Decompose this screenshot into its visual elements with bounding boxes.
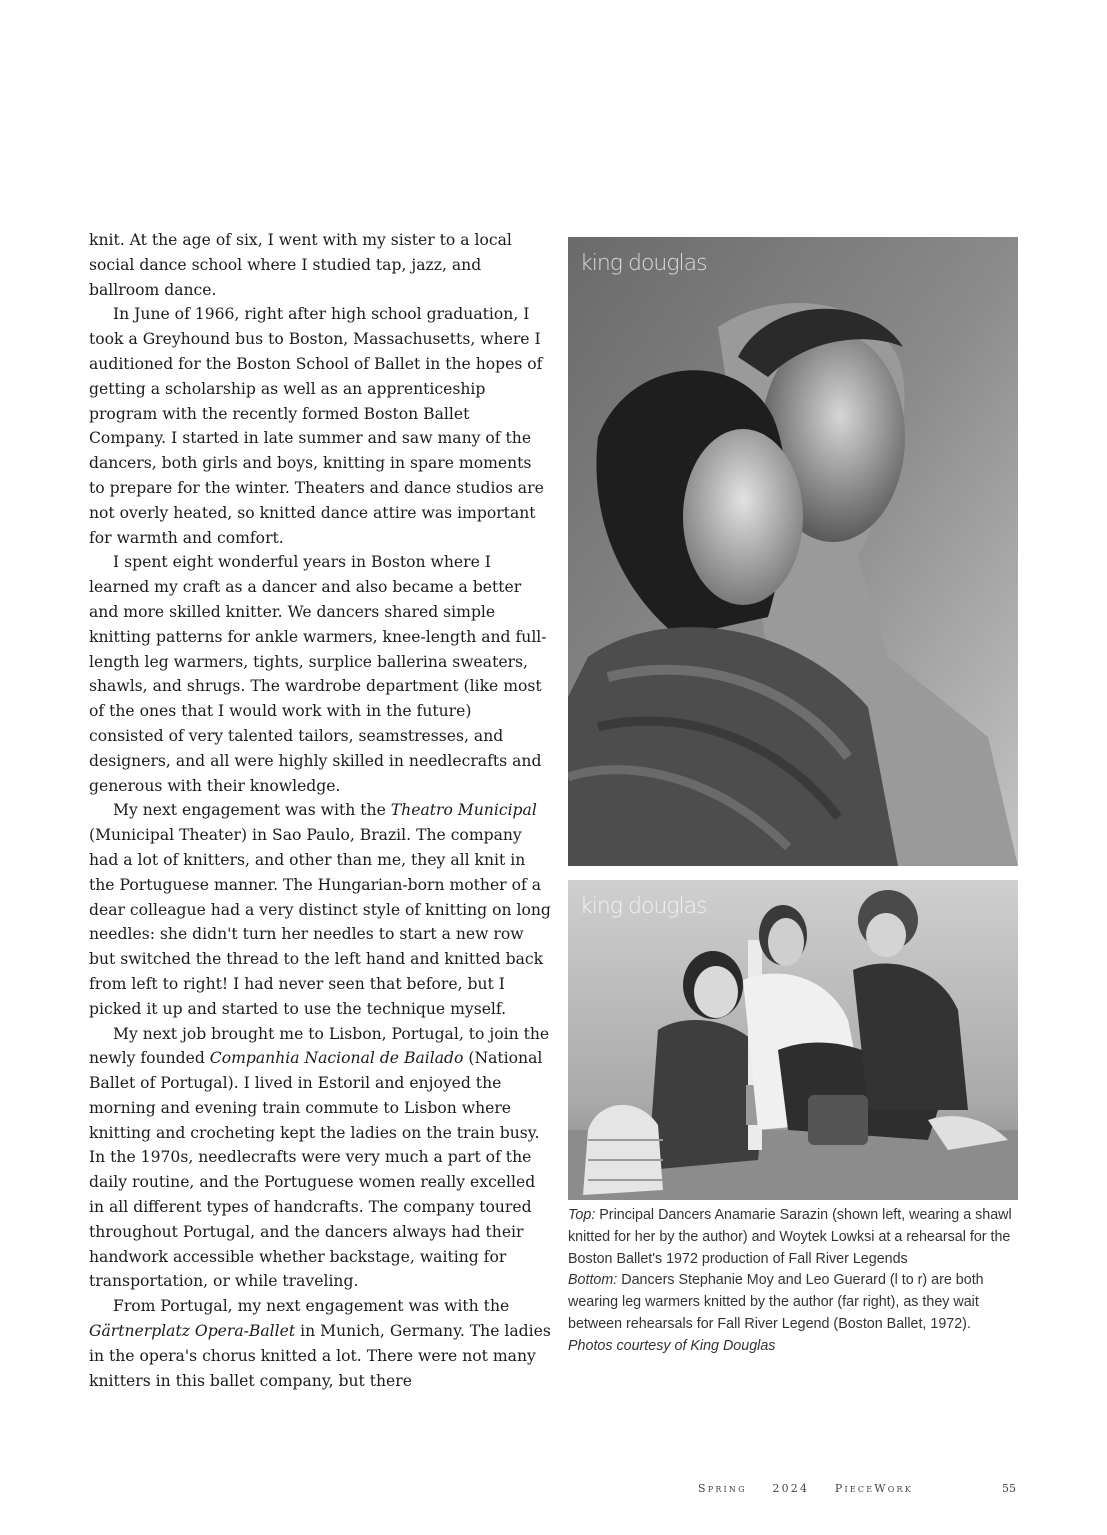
photographer-watermark: king douglas — [580, 894, 707, 919]
running-footer — [698, 1482, 933, 1495]
caption-top-lead: Top: — [568, 1207, 596, 1223]
paragraph-1: knit. At the age of six, I went with my sister to a local social dance school where I studied tap, jazz, and ballroom dance. — [89, 231, 512, 299]
article-body — [89, 228, 551, 1393]
photo-caption — [568, 1205, 1023, 1358]
caption-bottom-text: Dancers Stephanie Moy and Leo Guerard (l to r) are both wearing leg warmers knitted by the author (far right), as they wait between rehearsals for Fall River Legend (Boston Ballet, 1972). — [568, 1272, 984, 1332]
footer-year: 2024 — [772, 1482, 810, 1495]
caption-top — [568, 1205, 1023, 1270]
caption-bottom-lead: Bottom: — [568, 1272, 618, 1289]
paragraph-4: My next engagement was with the Theatro Municipal (Municipal Theater) in Sao Paulo, Brazil. The company had a lot of knitters, and other than me, they all knit in the Portuguese manner. The Hungarian-born mother of a dear colleague had a very distinct style of knitting on long needles: she didn't turn her needles to start a new row but switched the thread to the left hand and knitted back from left to right! I had never seen that before, but I picked it up and started to use the technique myself. — [89, 801, 551, 1018]
company-name: Gärtnerplatz Opera-Ballet — [89, 1322, 296, 1341]
paragraph-5: My next job brought me to Lisbon, Portugal, to join the newly founded Companhia Nacional de Bailado (National Ballet of Portugal). I lived in Estoril and enjoyed the morning and evening train commute to Lisbon where knitting and crocheting kept the ladies on the train busy. In the 1970s, needlecrafts were very much a part of the daily routine, and the Portuguese women really excelled in all different types of handcrafts. The company toured throughout Portugal, and the dancers always had their handwork accessible whether backstage, waiting for transportation, or while traveling. — [89, 1024, 550, 1291]
photographer-watermark: king douglas — [580, 251, 707, 276]
photo-bottom-image — [568, 880, 1018, 1200]
page-number: 55 — [1002, 1482, 1016, 1495]
photo-bottom-dancers — [568, 880, 1018, 1200]
footer-season: Spring — [698, 1482, 747, 1495]
photo-top-dancers — [568, 237, 1018, 866]
photo-top-image — [568, 237, 1018, 866]
paragraph-3: I spent eight wonderful years in Boston where I learned my craft as a dancer and also became a better and more skilled knitter. We dancers shared simple knitting patterns for ankle warmers, knee-length and full-length leg warmers, tights, surplice ballerina sweaters, shawls, and shrugs. The wardrobe department (like most of the ones that I would work with in the future) consisted of very talented tailors, seamstresses, and designers, and all were highly skilled in needlecrafts and generous with their knowledge. — [89, 553, 547, 795]
footer-magazine: PieceWork — [834, 1482, 913, 1495]
paragraph-2: In June of 1966, right after high school graduation, I took a Greyhound bus to Boston, Massachusetts, where I auditioned for the Boston School of Ballet in the hopes of getting a scholarship as well as an apprenticeship program with the recently formed Boston Ballet Company. I started in late summer and saw many of the dancers, both girls and boys, knitting in spare moments to prepare for the winter. Theaters and dance studios are not overly heated, so knitted dance attire was important for warmth and comfort. — [89, 305, 544, 547]
caption-top-text: Principal Dancers Anamarie Sarazin (shown left, wearing a shawl knitted for her by the author) and Woytek Lowksi at a rehearsal for the Boston Ballet's 1972 production of Fall River Legends — [568, 1207, 1012, 1267]
venue-name: Theatro Municipal — [390, 801, 537, 820]
paragraph-6: From Portugal, my next engagement was with the Gärtnerplatz Opera-Ballet in Munich, Germany. The ladies in the opera's chorus knitted a lot. There were not many knitters in this ballet company, but there — [89, 1297, 551, 1390]
photo-credit: Photos courtesy of King Douglas — [568, 1337, 776, 1354]
caption-bottom — [568, 1270, 1023, 1335]
company-name: Companhia Nacional de Bailado — [209, 1049, 464, 1068]
